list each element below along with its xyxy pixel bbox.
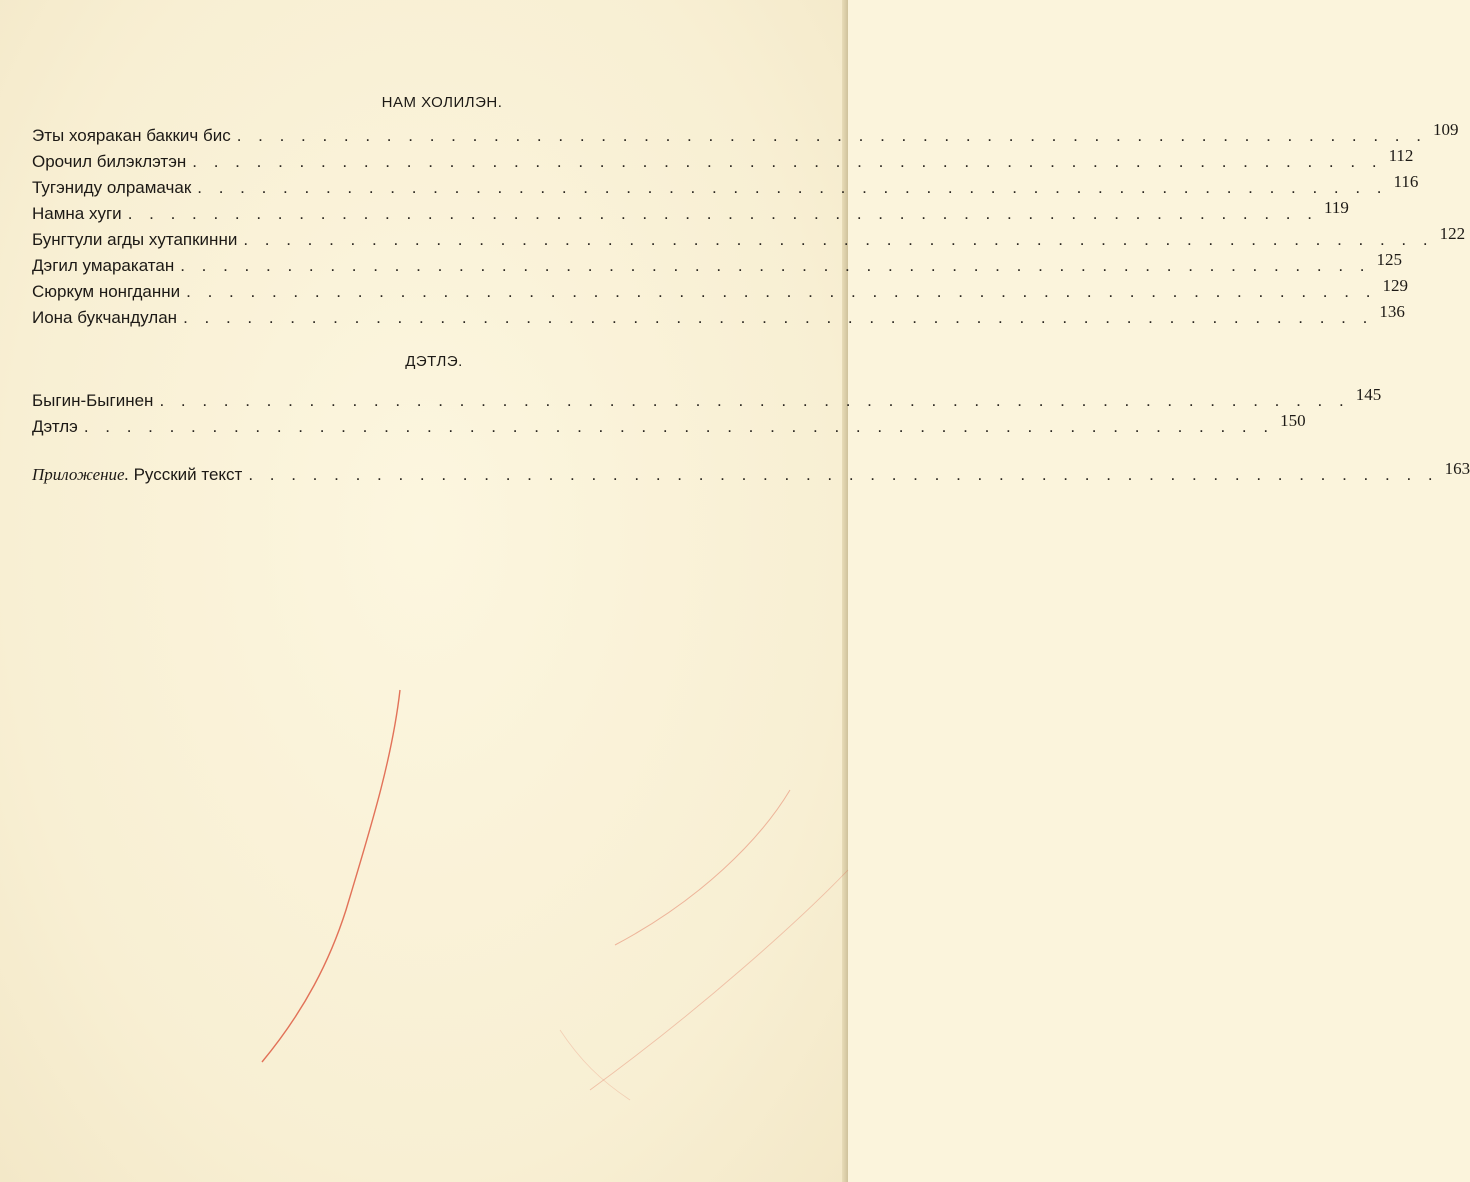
toc-entry-title: Иона букчандулан <box>32 308 178 327</box>
toc-entry-page: 125 <box>1376 250 1402 269</box>
appendix-label-italic: Приложение. <box>32 465 129 484</box>
dot-leader: . . . . . . . . . . . . . . . . . . . . . . . . . . . . . . . . . . . . . . . . . . . . . . . . . . . . . . . . <box>192 152 1383 171</box>
toc-entry-page: 109 <box>1432 120 1459 139</box>
toc-entry-page: 116 <box>1393 172 1419 191</box>
toc-entry-title: Намна хуги <box>32 204 122 223</box>
dot-leader: . . . . . . . . . . . . . . . . . . . . . . . . . . . . . . . . . . . . . . . . . . . . . . . . . . . . . . . . <box>243 230 1434 249</box>
toc-entry-title: Сюркум нонгданни <box>32 282 181 301</box>
dot-leader: . . . . . . . . . . . . . . . . . . . . . . . . . . . . . . . . . . . . . . . . . . . . . . . . . . . . . . . . <box>127 204 1318 223</box>
pencil-stroke <box>615 790 790 945</box>
toc-entry-title: Дэгил умаракатан <box>32 256 175 275</box>
dot-leader: . . . . . . . . . . . . . . . . . . . . . . . . . . . . . . . . . . . . . . . . . . . . . . . . . . . . . . . . <box>183 308 1374 327</box>
toc-entry-page: 112 <box>1388 146 1414 165</box>
section-heading-nam-holilen: НАМ ХОЛИЛЭН. <box>381 94 503 111</box>
dot-leader: . . . . . . . . . . . . . . . . . . . . . . . . . . . . . . . . . . . . . . . . . . . . . . . . . . . . . . . . <box>248 465 1439 484</box>
dot-leader: . . . . . . . . . . . . . . . . . . . . . . . . . . . . . . . . . . . . . . . . . . . . . . . . . . . . . . . . <box>159 391 1350 410</box>
toc-entry-title: Орочил билэклэтэн <box>32 152 187 171</box>
toc-entry-title: Быгин-Быгинен <box>32 391 154 410</box>
toc-entry-page: 163 <box>1444 459 1470 478</box>
dot-leader: . . . . . . . . . . . . . . . . . . . . . . . . . . . . . . . . . . . . . . . . . . . . . . . . . . . . . . . . <box>83 417 1275 436</box>
toc-entry-title: Тугэниду олрамачак <box>32 178 192 197</box>
toc-entry-page: 136 <box>1379 302 1405 321</box>
toc-entry-title: Дэтлэ <box>32 417 78 436</box>
appendix-label-rest: Русский текст <box>128 465 243 484</box>
toc-entry-page: 145 <box>1355 385 1382 404</box>
pencil-stroke <box>262 690 400 1062</box>
dot-leader: . . . . . . . . . . . . . . . . . . . . . . . . . . . . . . . . . . . . . . . . . . . . . . . . . . . . . . . . <box>186 282 1377 301</box>
dot-leader: . . . . . . . . . . . . . . . . . . . . . . . . . . . . . . . . . . . . . . . . . . . . . . . . . . . . . . . . <box>236 126 1427 145</box>
toc-entry-title: Бунгтули агды хутапкинни <box>32 230 238 249</box>
dot-leader: . . . . . . . . . . . . . . . . . . . . . . . . . . . . . . . . . . . . . . . . . . . . . . . . . . . . . . . . <box>180 256 1371 275</box>
toc-entry-title: Эты хояракан баккич бис <box>32 126 231 145</box>
pencil-stroke <box>590 870 848 1090</box>
pencil-stroke <box>560 1030 630 1100</box>
section-heading-detle: ДЭТЛЭ. <box>405 353 463 370</box>
toc-entry-page: 122 <box>1439 224 1466 243</box>
toc-entry-page: 119 <box>1323 198 1349 217</box>
toc-entry-page: 150 <box>1280 411 1306 430</box>
dot-leader: . . . . . . . . . . . . . . . . . . . . . . . . . . . . . . . . . . . . . . . . . . . . . . . . . . . . . . . . <box>197 178 1388 197</box>
toc-entry-page: 129 <box>1382 276 1408 295</box>
